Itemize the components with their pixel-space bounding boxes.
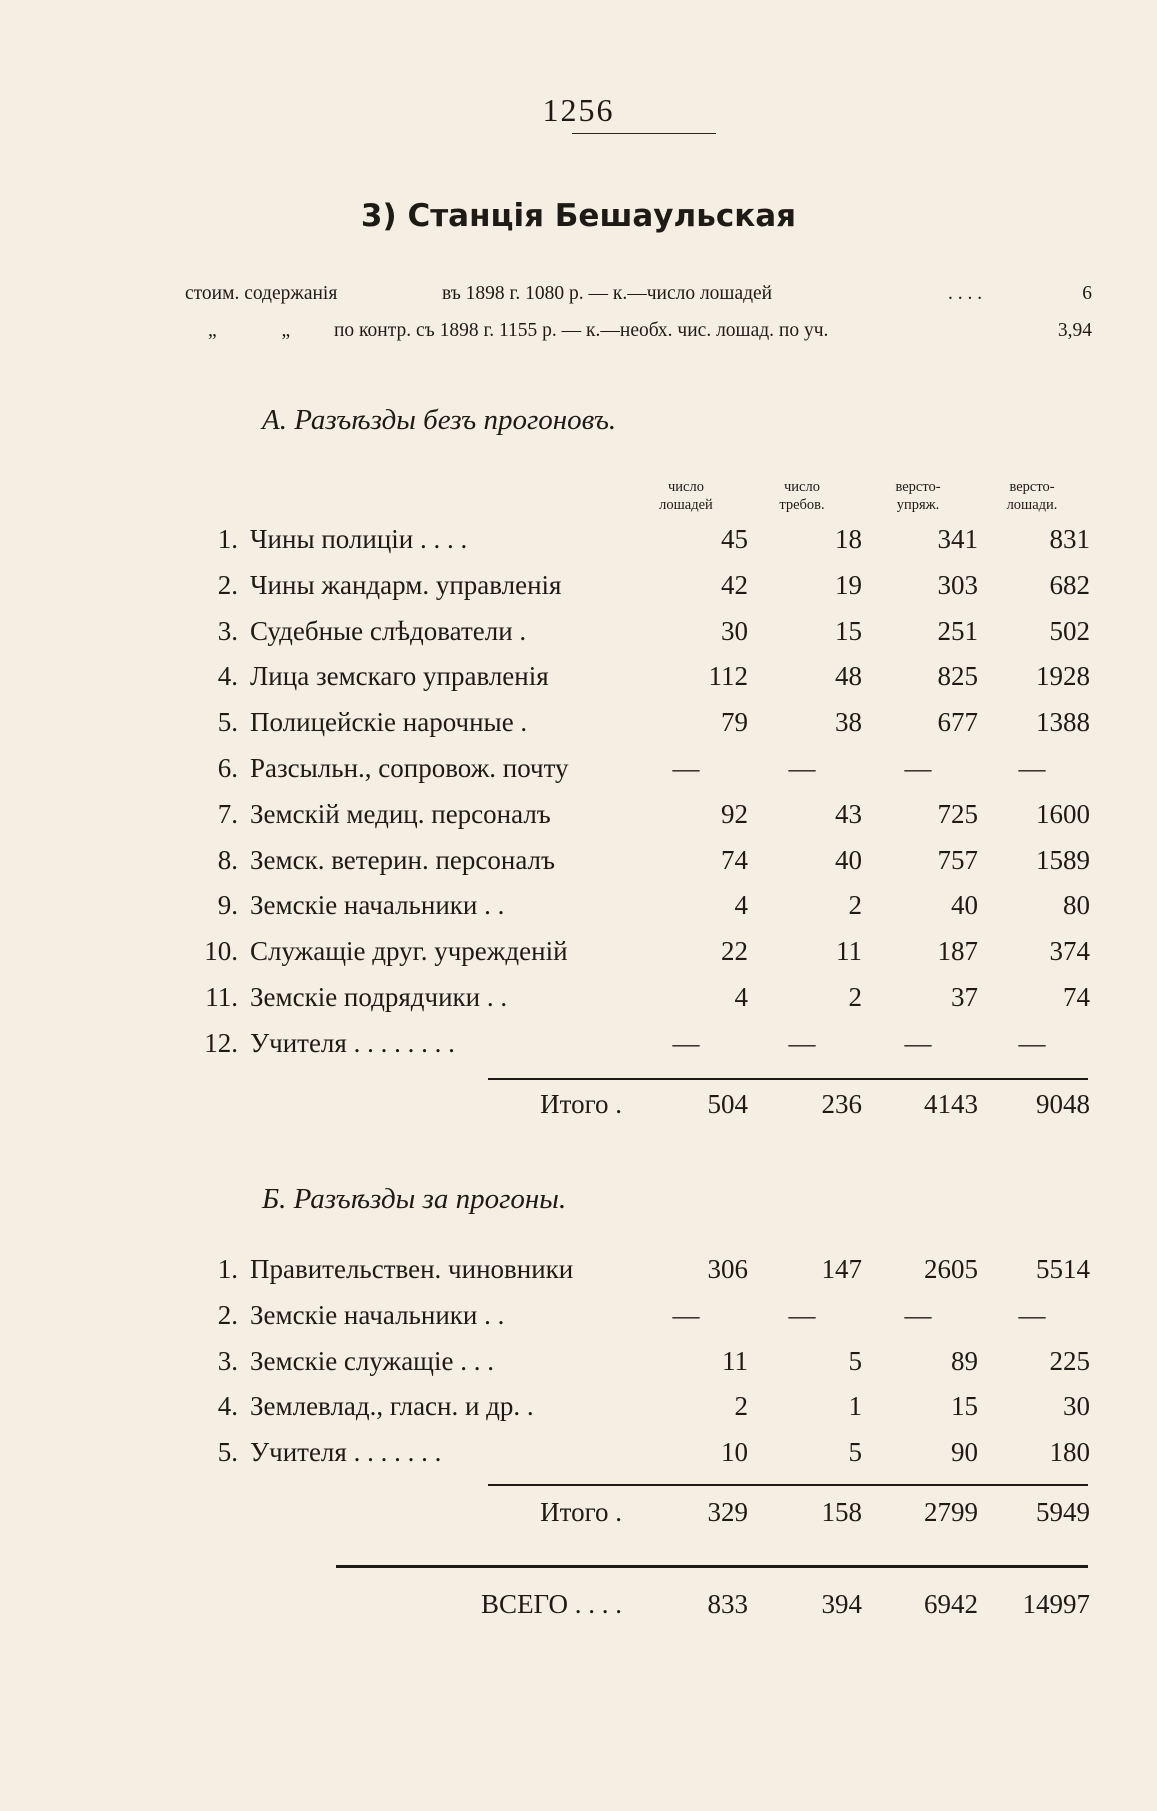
column-header-line: лошадей — [659, 497, 713, 513]
row-a-value: 15 — [835, 615, 862, 646]
row-b-value: — — [672, 1299, 700, 1330]
row-a-index: 1. — [217, 524, 238, 554]
row-b-label: Учителя . . . . . . . — [250, 1437, 442, 1468]
info-line2-value: 3,94 — [1057, 320, 1092, 341]
grand-total-value: 6942 — [924, 1589, 978, 1619]
row-b-value: 10 — [721, 1437, 748, 1468]
row-b-value: 89 — [951, 1345, 978, 1376]
row-a-value: — — [1018, 1027, 1046, 1058]
row-a-label: Чины полиціи . . . . — [250, 524, 468, 554]
row-a-value: 80 — [1063, 890, 1090, 921]
row-a-index: 11. — [205, 982, 238, 1012]
row-a-value: 79 — [721, 707, 748, 738]
column-header-line: число — [668, 479, 704, 495]
column-header-line: требов. — [779, 497, 825, 513]
column-header — [858, 478, 978, 514]
row-a-label: Чины жандарм. управленія — [250, 569, 562, 600]
row-b-value: 5 — [848, 1345, 862, 1376]
row-a-label: Полицейскіе нарочные . — [250, 707, 528, 738]
column-header — [742, 478, 862, 514]
total-a-value: 9048 — [1036, 1089, 1090, 1119]
info-line1-value: 6 — [1082, 283, 1092, 304]
row-a-index: 5. — [217, 707, 238, 738]
section-a-title: А. Разъѣзды безъ прогоновъ. — [262, 404, 617, 436]
row-a-value: 18 — [835, 524, 862, 554]
row-b-value: 30 — [1063, 1391, 1090, 1422]
row-a-value: 112 — [708, 661, 748, 692]
row-a-value: 757 — [937, 844, 978, 875]
row-b-index: 1. — [217, 1254, 238, 1284]
total-a-value: 504 — [707, 1089, 748, 1119]
total-b-value: 329 — [707, 1497, 748, 1527]
info-line1-dots: . . . . — [948, 283, 983, 304]
row-a-value: — — [1018, 753, 1046, 783]
row-a-value: 11 — [836, 936, 862, 967]
row-a-value: — — [788, 753, 816, 783]
row-a-value: — — [904, 753, 932, 783]
row-a-value: 682 — [1049, 569, 1090, 600]
row-a-value: — — [904, 1027, 932, 1058]
row-b-value: 147 — [821, 1254, 862, 1284]
row-b-label: Землевлад., гласн. и др. . — [250, 1391, 534, 1422]
row-a-value: 341 — [937, 524, 978, 554]
row-a-index: 9. — [217, 890, 238, 921]
row-b-index: 5. — [217, 1437, 238, 1468]
row-a-index: 6. — [217, 753, 238, 783]
section-a-total-rule — [488, 1078, 1088, 1080]
row-a-label: Земскій медиц. персоналъ — [250, 798, 551, 829]
row-a-label: Земскіе подрядчики . . — [250, 982, 508, 1012]
row-b-value: — — [788, 1299, 816, 1330]
row-a-value: — — [672, 753, 700, 783]
total-a-value: 4143 — [924, 1089, 978, 1119]
row-a-value: 502 — [1049, 615, 1090, 646]
column-header — [626, 478, 746, 514]
row-a-value: 4 — [734, 890, 748, 921]
row-a-value: 42 — [721, 569, 748, 600]
row-a-value: 74 — [1063, 982, 1090, 1012]
row-b-index: 4. — [217, 1391, 238, 1422]
page-number: 1256 — [542, 92, 615, 128]
column-header-line: версто- — [895, 479, 941, 495]
column-header-line: версто- — [1009, 479, 1055, 495]
row-b-value: 306 — [707, 1254, 748, 1284]
row-a-value: 677 — [937, 707, 978, 738]
row-a-value: 38 — [835, 707, 862, 738]
row-b-value: 2 — [734, 1391, 748, 1422]
row-a-index: 4. — [217, 661, 238, 692]
row-a-value: — — [672, 1027, 700, 1058]
column-header — [972, 478, 1092, 514]
row-b-value: 90 — [951, 1437, 978, 1468]
row-a-value: 1589 — [1036, 844, 1090, 875]
page-number-rule — [572, 133, 716, 134]
row-b-label: Земскіе начальники . . — [250, 1299, 505, 1330]
total-a-value: 236 — [821, 1089, 862, 1119]
row-a-value: 825 — [937, 661, 978, 692]
row-a-index: 7. — [217, 798, 238, 829]
total-b-label: Итого . — [540, 1497, 622, 1527]
column-header-line: лошади. — [1006, 497, 1058, 513]
grand-total-rule — [336, 1565, 1088, 1568]
row-a-value: 92 — [721, 798, 748, 829]
row-a-label: Лица земскаго управленія — [250, 661, 549, 692]
row-b-value: — — [904, 1299, 932, 1330]
row-a-value: 1388 — [1036, 707, 1090, 738]
row-a-value: 1600 — [1036, 798, 1090, 829]
row-a-value: 22 — [721, 936, 748, 967]
row-a-value: — — [788, 1027, 816, 1058]
row-b-label: Земскіе служащіе . . . — [250, 1345, 494, 1376]
row-a-value: 2 — [848, 982, 862, 1012]
info-line1-text: въ 1898 г. 1080 р. — к.—число лошадей — [442, 283, 773, 304]
info-line1-prefix: стоим. содержанія — [185, 283, 338, 304]
row-b-index: 2. — [217, 1299, 238, 1330]
station-title: 3) Станція Бешаульская — [360, 198, 797, 234]
row-a-value: 303 — [937, 569, 978, 600]
row-a-value: 48 — [835, 661, 862, 692]
grand-total-value: 833 — [707, 1589, 748, 1619]
row-a-value: 1928 — [1036, 661, 1090, 692]
row-a-value: 45 — [721, 524, 748, 554]
row-a-value: 40 — [835, 844, 862, 875]
row-a-value: 74 — [721, 844, 748, 875]
grand-total-value: 394 — [821, 1589, 862, 1619]
row-a-label: Судебные слѣдователи . — [250, 615, 527, 646]
row-b-value: 5 — [848, 1437, 862, 1468]
info-line2-ditto: „ „ — [208, 320, 291, 341]
row-a-value: 37 — [951, 982, 978, 1012]
row-b-value: 2605 — [924, 1254, 978, 1284]
row-a-value: 40 — [951, 890, 978, 921]
row-a-label: Учителя . . . . . . . . — [250, 1027, 455, 1058]
grand-total-value: 14997 — [1022, 1589, 1090, 1619]
total-b-value: 158 — [821, 1497, 862, 1527]
column-header-line: число — [784, 479, 820, 495]
row-b-value: 180 — [1049, 1437, 1090, 1468]
row-a-value: 4 — [734, 982, 748, 1012]
row-b-value: 1 — [848, 1391, 862, 1422]
row-a-label: Земск. ветерин. персоналъ — [250, 844, 555, 875]
row-a-index: 3. — [217, 615, 238, 646]
row-a-value: 251 — [937, 615, 978, 646]
total-b-value: 5949 — [1036, 1497, 1090, 1527]
row-a-index: 2. — [217, 569, 238, 600]
row-a-value: 30 — [721, 615, 748, 646]
row-a-index: 12. — [204, 1027, 238, 1058]
section-b-title: Б. Разъѣзды за прогоны. — [262, 1183, 567, 1215]
row-a-index: 10. — [204, 936, 238, 967]
row-a-index: 8. — [217, 844, 238, 875]
row-b-value: — — [1018, 1299, 1046, 1330]
row-b-label: Правительствен. чиновники — [250, 1254, 574, 1284]
row-a-value: 43 — [835, 798, 862, 829]
grand-total-label: ВСЕГО . . . . — [481, 1589, 622, 1619]
row-a-label: Земскіе начальники . . — [250, 890, 505, 921]
section-b-total-rule — [488, 1484, 1088, 1486]
row-b-index: 3. — [217, 1345, 238, 1376]
total-a-label: Итого . — [540, 1089, 622, 1119]
row-a-value: 725 — [937, 798, 978, 829]
row-a-value: 831 — [1049, 524, 1090, 554]
row-a-label: Разсыльн., сопровож. почту — [250, 753, 569, 783]
row-a-label: Служащіе друг. учрежденій — [250, 936, 568, 967]
column-header-line: упряж. — [896, 497, 940, 513]
row-a-value: 2 — [848, 890, 862, 921]
row-b-value: 5514 — [1036, 1254, 1090, 1284]
info-line2-text: по контр. съ 1898 г. 1155 р. — к.—необх. чис. лошад. по уч. — [334, 320, 829, 341]
row-a-value: 374 — [1049, 936, 1090, 967]
total-b-value: 2799 — [924, 1497, 978, 1527]
row-a-value: 187 — [937, 936, 978, 967]
row-a-value: 19 — [835, 569, 862, 600]
row-b-value: 11 — [722, 1345, 748, 1376]
row-b-value: 225 — [1049, 1345, 1090, 1376]
row-b-value: 15 — [951, 1391, 978, 1422]
